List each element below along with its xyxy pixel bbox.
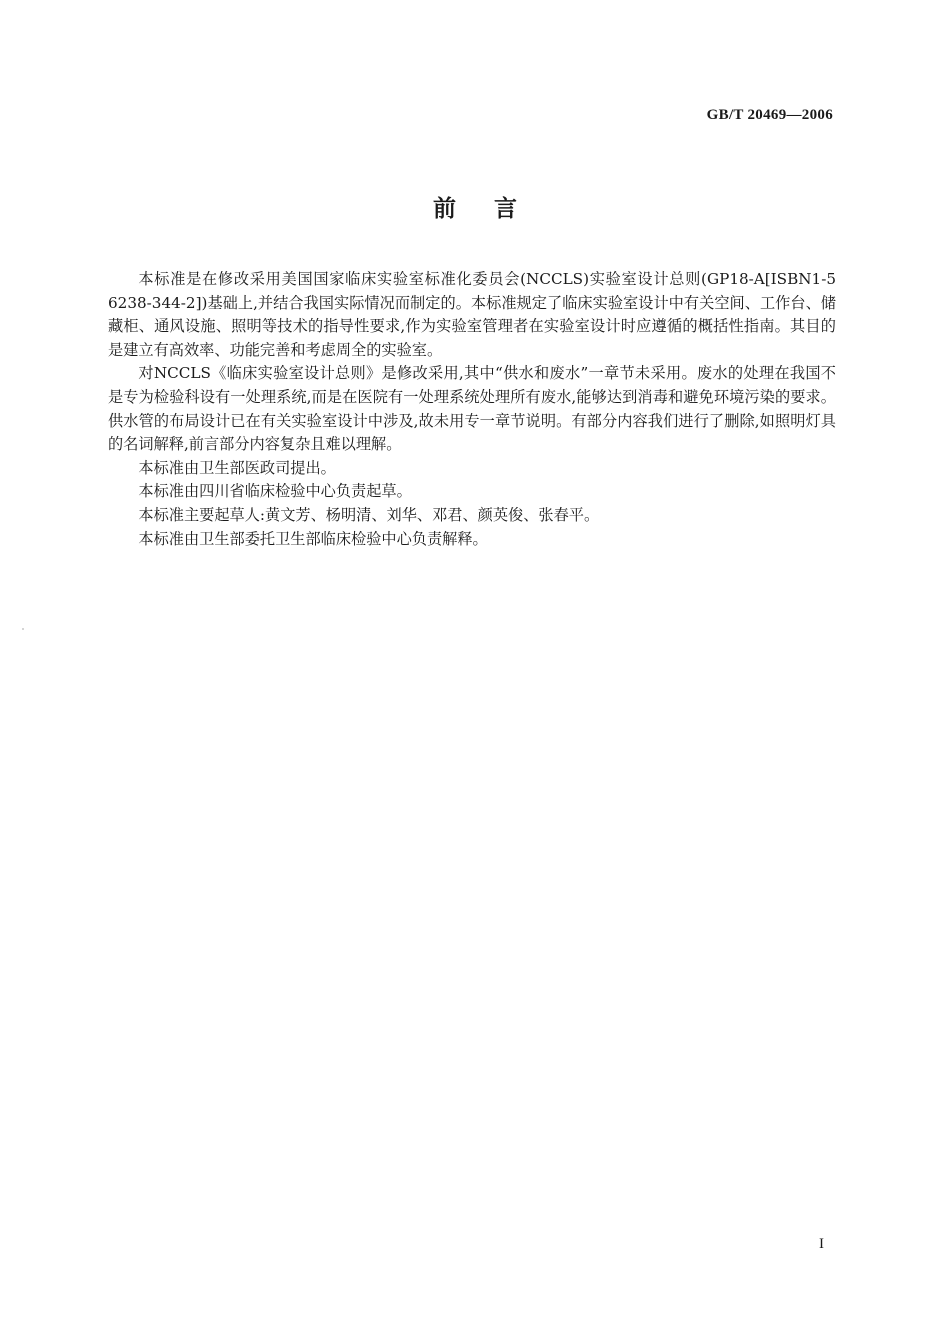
paragraph: 对NCCLS《临床实验室设计总则》是修改采用,其中“供水和废水”一章节未采用。废水的处理在我国不是专为检验科设有一处理系统,而是在医院有一处理系统处理所有废水,能够达到消毒和避免环境污染的要求。供水管的布局设计已在有关实验室设计中涉及,故未用专一章节说明。有部分内容我们进行了删除,如照明灯具的名词解释,前言部分内容复杂且难以理解。 [108, 364, 836, 454]
paragraph: 本标准由卫生部医政司提出。 [138, 458, 336, 477]
foreword-body [108, 268, 836, 551]
paragraph: 本标准由四川省临床检验中心负责起草。 [138, 482, 412, 501]
paragraph: 本标准由卫生部委托卫生部临床检验中心负责解释。 [138, 529, 488, 548]
page-title: 前言 [433, 196, 555, 222]
paragraph: 本标准主要起草人:黄文芳、杨明清、刘华、邓君、颜英俊、张春平。 [138, 505, 600, 524]
scan-speck [22, 628, 24, 630]
page-number: I [819, 1236, 824, 1252]
standard-code: GB/T 20469—2006 [706, 107, 833, 123]
paragraph: 本标准是在修改采用美国国家临床实验室标准化委员会(NCCLS)实验室设计总则(GP18-A[ISBN1-5 6238-344-2])基础上,并结合我国实际情况而制定的。本标准规定了临床实验室设计中有关空间、工作台、储藏柜、通风设施、照明等技术的指导性要求,作为实验室管理者在实验室设计时应遵循的概括性指南。其目的是建立有高效率、功能完善和考虑周全的实验室。 [108, 270, 836, 359]
